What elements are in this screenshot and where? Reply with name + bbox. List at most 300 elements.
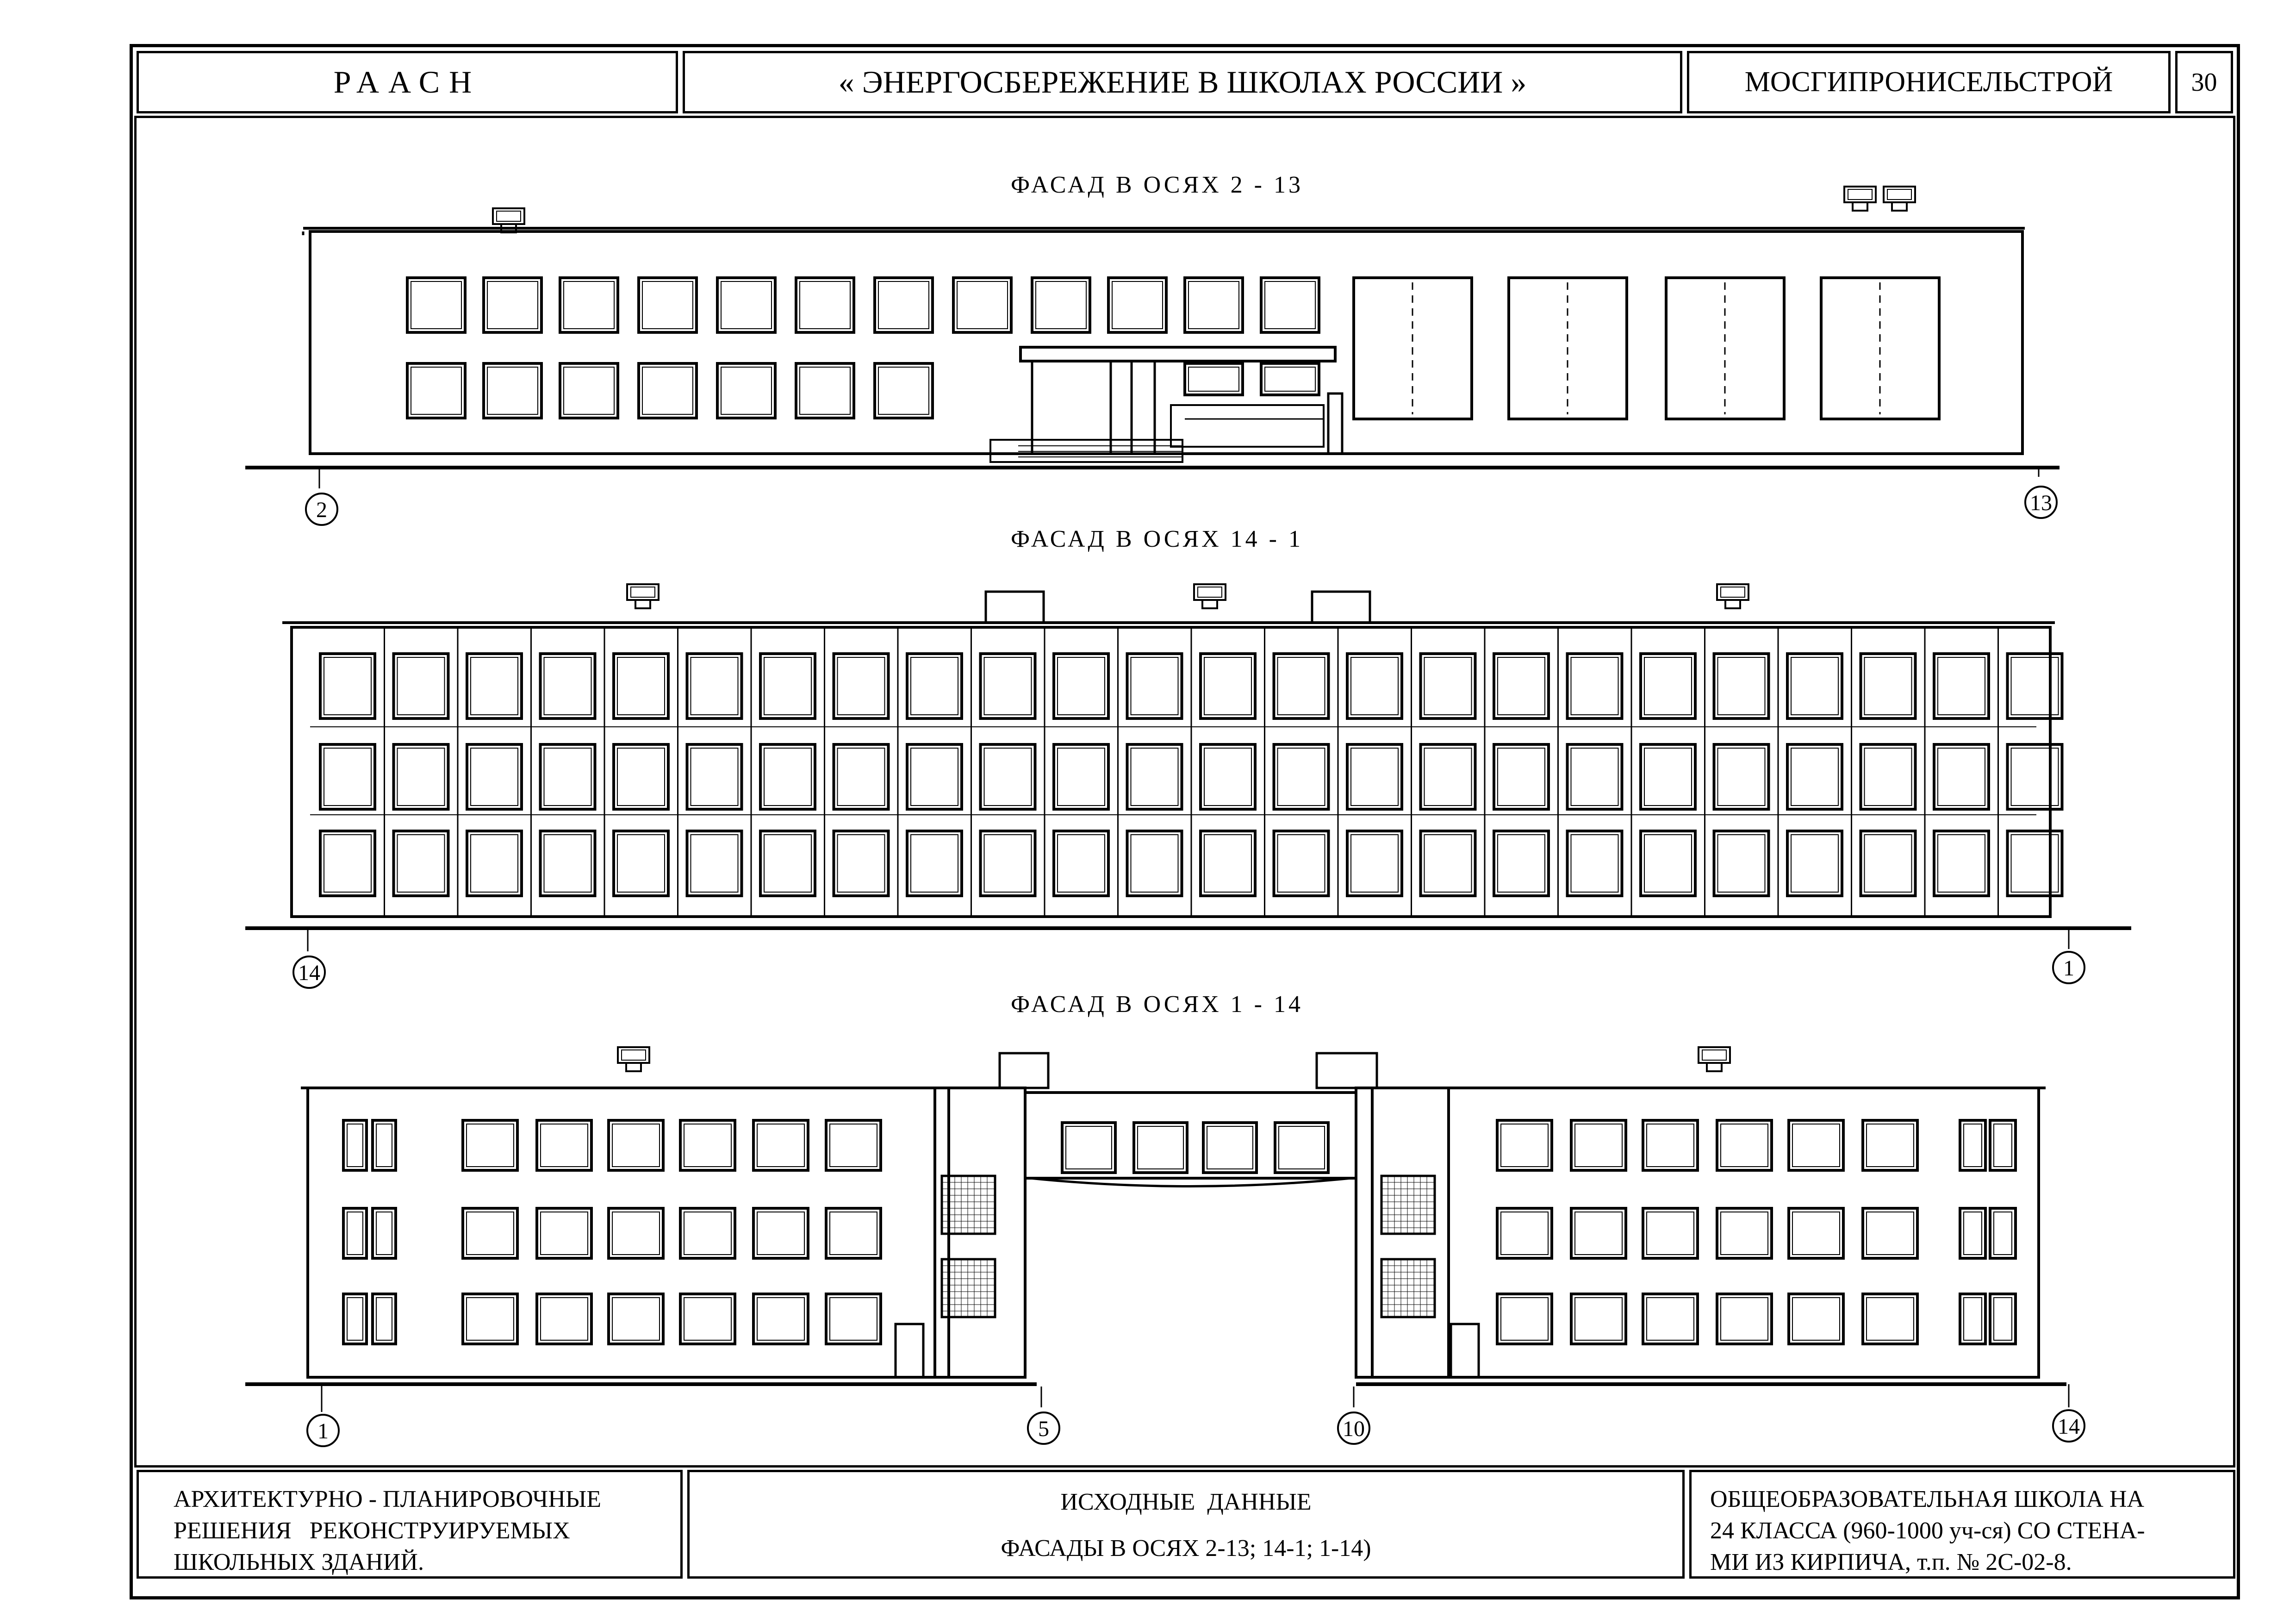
window-f3-center-4-inner bbox=[1279, 1126, 1325, 1169]
window-f3-l-r3-c2 bbox=[537, 1294, 591, 1344]
central-block bbox=[1025, 1093, 1356, 1178]
vent-2b-stem bbox=[1202, 600, 1217, 608]
window-f2-r1-c14-inner bbox=[1278, 657, 1325, 715]
window-f3-l-r2-a-inner bbox=[347, 1212, 363, 1255]
window-f3-r-r3-c5 bbox=[1789, 1294, 1843, 1344]
window-f2-r2-c17-inner bbox=[1498, 748, 1545, 806]
window-f2-r1-c10-inner bbox=[984, 657, 1032, 715]
window-f2-r1-c21-inner bbox=[1791, 657, 1838, 715]
window-f2-r3-c3 bbox=[467, 831, 522, 896]
window-f1-upper-7-inner bbox=[878, 281, 929, 329]
facade-title-2: ФАСАД В ОСЯХ 14 - 1 bbox=[1011, 526, 1303, 552]
window-f3-l-r1-c1 bbox=[463, 1120, 517, 1170]
window-f3-l-r3-c1 bbox=[463, 1294, 517, 1344]
window-f2-r3-c22 bbox=[1861, 831, 1916, 896]
window-f2-r3-c14 bbox=[1274, 831, 1329, 896]
window-f2-r1-c19 bbox=[1641, 654, 1695, 718]
window-f2-r1-c7-inner bbox=[764, 657, 811, 715]
window-f2-r3-c7-inner bbox=[764, 835, 811, 892]
window-f2-r1-c4-inner bbox=[544, 657, 591, 715]
footer-center-line-2: ФАСАДЫ В ОСЯХ 2-13; 14-1; 1-14) bbox=[1001, 1535, 1371, 1562]
window-f3-l-r2-c6-inner bbox=[830, 1212, 877, 1255]
vent-3b-stem bbox=[1707, 1063, 1722, 1071]
header-title: « ЭНЕРГОСБЕРЕЖЕНИЕ В ШКОЛАХ РОССИИ » bbox=[838, 64, 1527, 100]
window-f2-r3-c1-inner bbox=[324, 835, 371, 892]
window-f2-r1-c23-inner bbox=[1938, 657, 1985, 715]
footer-left-line-3: ШКОЛЬНЫХ ЗДАНИЙ. bbox=[174, 1549, 424, 1575]
window-f3-l-r2-c1 bbox=[463, 1208, 517, 1258]
window-f2-r2-c23-inner bbox=[1938, 748, 1985, 806]
window-f2-r1-c16-inner bbox=[1425, 657, 1472, 715]
window-f2-r1-c3 bbox=[467, 654, 522, 718]
window-f1-upper-1 bbox=[407, 278, 465, 332]
side-door-left bbox=[896, 1324, 923, 1377]
roof-box-2b bbox=[1312, 592, 1370, 623]
window-f3-r-r1-c6-inner bbox=[1867, 1124, 1914, 1167]
window-f2-r1-c18-inner bbox=[1571, 657, 1618, 715]
window-f2-r2-c3 bbox=[467, 744, 522, 809]
window-f2-r3-c6-inner bbox=[691, 835, 738, 892]
window-f2-r2-c9 bbox=[907, 744, 962, 809]
window-f1-lower-5 bbox=[717, 363, 775, 418]
window-f2-r2-c6-inner bbox=[691, 748, 738, 806]
window-f3-r-r1-c5 bbox=[1789, 1120, 1843, 1170]
window-f3-r-r2-c5 bbox=[1789, 1208, 1843, 1258]
window-f1-lower-5-inner bbox=[721, 367, 772, 414]
window-f2-r3-c16-inner bbox=[1425, 835, 1472, 892]
window-f2-r1-c23 bbox=[1934, 654, 1989, 718]
window-f2-r1-c1-inner bbox=[324, 657, 371, 715]
window-f2-r3-c2-inner bbox=[398, 835, 445, 892]
vent-3b-grille bbox=[1702, 1050, 1726, 1060]
window-f3-l-r3-c5 bbox=[753, 1294, 808, 1344]
window-f2-r2-c16 bbox=[1421, 744, 1475, 809]
window-f2-r1-c8 bbox=[834, 654, 889, 718]
window-f3-r-r1-c3-inner bbox=[1647, 1124, 1694, 1167]
window-f3-r-r1-a-inner bbox=[1964, 1124, 1982, 1167]
window-f2-r2-c15-inner bbox=[1351, 748, 1398, 806]
window-f3-center-1-inner bbox=[1066, 1126, 1112, 1169]
entrance-post bbox=[1328, 394, 1342, 454]
window-f2-r3-c23-inner bbox=[1938, 835, 1985, 892]
window-f3-l-r2-c4 bbox=[680, 1208, 735, 1258]
window-f3-r-r3-c2 bbox=[1571, 1294, 1626, 1344]
window-f2-r1-c5-inner bbox=[617, 657, 665, 715]
window-f2-r1-c13-inner bbox=[1204, 657, 1251, 715]
window-f3-r-r1-b-inner bbox=[1994, 1124, 2012, 1167]
window-f3-r-r2-c2-inner bbox=[1575, 1212, 1622, 1255]
window-f2-r2-c5-inner bbox=[617, 748, 665, 806]
footer-right-line-1: ОБЩЕОБРАЗОВАТЕЛЬНАЯ ШКОЛА НА bbox=[1710, 1486, 2145, 1512]
window-f1-lower-2 bbox=[484, 363, 541, 418]
window-f1-lower-4 bbox=[639, 363, 697, 418]
window-f3-l-r3-c5-inner bbox=[757, 1298, 804, 1340]
window-f2-r3-c9 bbox=[907, 831, 962, 896]
window-f2-r3-c16 bbox=[1421, 831, 1475, 896]
window-f3-center-2-inner bbox=[1138, 1126, 1183, 1169]
facade-title-3: ФАСАД В ОСЯХ 1 - 14 bbox=[1011, 991, 1303, 1018]
window-f1-lower-7 bbox=[875, 363, 933, 418]
window-f2-r1-c4 bbox=[541, 654, 595, 718]
axis-f3-14-label: 14 bbox=[2058, 1414, 2080, 1439]
vent-2a-stem bbox=[635, 600, 650, 608]
window-f2-r2-c12-inner bbox=[1131, 748, 1178, 806]
window-f2-r1-c6 bbox=[687, 654, 742, 718]
vent-2b-grille bbox=[1198, 587, 1222, 597]
window-f2-r1-c14 bbox=[1274, 654, 1329, 718]
axis-f1-13-label: 13 bbox=[2030, 491, 2052, 515]
building-3-left-wing bbox=[308, 1088, 949, 1377]
window-f1-lower-8-inner bbox=[1188, 367, 1239, 391]
building-3-right-wing bbox=[1372, 1088, 2039, 1377]
window-f2-r1-c18 bbox=[1568, 654, 1622, 718]
window-f1-lower-3-inner bbox=[564, 367, 614, 414]
window-f2-r1-c20-inner bbox=[1718, 657, 1765, 715]
window-f3-l-r2-c5 bbox=[753, 1208, 808, 1258]
window-f2-r3-c2 bbox=[394, 831, 448, 896]
window-f2-r3-c8 bbox=[834, 831, 889, 896]
window-f1-upper-11-inner bbox=[1188, 281, 1239, 329]
window-f2-r1-c6-inner bbox=[691, 657, 738, 715]
footer-left-line-2: РЕШЕНИЯ РЕКОНСТРУИРУЕМЫХ bbox=[174, 1518, 570, 1544]
window-f2-r1-c15 bbox=[1347, 654, 1402, 718]
window-f2-r1-c19-inner bbox=[1644, 657, 1692, 715]
window-f2-r2-c17 bbox=[1494, 744, 1549, 809]
window-f2-r1-c21 bbox=[1787, 654, 1842, 718]
page-number: 30 bbox=[2191, 68, 2217, 97]
footer-right-line-3: МИ ИЗ КИРПИЧА, т.п. № 2С-02-8. bbox=[1710, 1549, 2072, 1575]
window-f1-upper-10 bbox=[1108, 278, 1166, 332]
window-f2-r2-c9-inner bbox=[911, 748, 958, 806]
window-f2-r2-c7 bbox=[760, 744, 815, 809]
entrance-canopy bbox=[1020, 347, 1335, 361]
window-f2-r1-c12-inner bbox=[1131, 657, 1178, 715]
window-f1-upper-1-inner bbox=[411, 281, 461, 329]
window-f2-r2-c10 bbox=[981, 744, 1035, 809]
window-f2-r1-c3-inner bbox=[471, 657, 518, 715]
window-f2-r3-c14-inner bbox=[1278, 835, 1325, 892]
window-f2-r2-c13-inner bbox=[1204, 748, 1251, 806]
window-f3-center-3-inner bbox=[1207, 1126, 1253, 1169]
vent-1b-grille bbox=[1848, 189, 1872, 200]
window-f2-r2-c15 bbox=[1347, 744, 1402, 809]
header-company: МОСГИПРОНИСЕЛЬСТРОЙ bbox=[1744, 66, 2113, 98]
window-f2-r2-c12 bbox=[1127, 744, 1182, 809]
window-f1-upper-10-inner bbox=[1112, 281, 1163, 329]
window-f3-l-r1-c3 bbox=[609, 1120, 663, 1170]
header-org: РААСН bbox=[333, 64, 481, 100]
roof-box-2a bbox=[986, 592, 1044, 623]
window-f2-r3-c13 bbox=[1201, 831, 1255, 896]
window-f3-r-r2-a-inner bbox=[1964, 1212, 1982, 1255]
window-f3-r-r1-c2-inner bbox=[1575, 1124, 1622, 1167]
window-f2-r1-c11 bbox=[1054, 654, 1108, 718]
window-f3-l-r1-c3-inner bbox=[612, 1124, 660, 1167]
window-f3-r-r1-c2 bbox=[1571, 1120, 1626, 1170]
window-f1-upper-2 bbox=[484, 278, 541, 332]
window-f1-upper-7 bbox=[875, 278, 933, 332]
window-f2-r1-c12 bbox=[1127, 654, 1182, 718]
window-f3-r-r3-c6-inner bbox=[1867, 1298, 1914, 1340]
footer-center-box bbox=[687, 1470, 1685, 1579]
side-door-right bbox=[1451, 1324, 1479, 1377]
axis-f3-10-label: 10 bbox=[1343, 1417, 1365, 1441]
vent-1c-grille bbox=[1887, 189, 1911, 200]
window-f2-r1-c16 bbox=[1421, 654, 1475, 718]
window-f3-center-2 bbox=[1134, 1123, 1187, 1173]
window-f3-l-r1-c2 bbox=[537, 1120, 591, 1170]
window-f2-r3-c5-inner bbox=[617, 835, 665, 892]
window-f3-r-r3-c3-inner bbox=[1647, 1298, 1694, 1340]
window-f2-r2-c24 bbox=[2008, 744, 2062, 809]
window-f3-r-r3-c2-inner bbox=[1575, 1298, 1622, 1340]
window-f2-r3-c24 bbox=[2008, 831, 2062, 896]
window-f2-r3-c4-inner bbox=[544, 835, 591, 892]
window-f1-lower-4-inner bbox=[642, 367, 693, 414]
window-f3-l-r3-c4-inner bbox=[684, 1298, 731, 1340]
vent-3a-stem bbox=[626, 1063, 641, 1071]
window-f1-upper-6 bbox=[796, 278, 854, 332]
window-f3-r-r2-c4 bbox=[1717, 1208, 1772, 1258]
window-f1-lower-2-inner bbox=[487, 367, 538, 414]
window-f2-r2-c7-inner bbox=[764, 748, 811, 806]
window-f2-r1-c24 bbox=[2008, 654, 2062, 718]
window-f1-lower-6-inner bbox=[800, 367, 850, 414]
window-f3-l-r2-c4-inner bbox=[684, 1212, 731, 1255]
window-f3-l-r1-c5 bbox=[753, 1120, 808, 1170]
window-f2-r3-c23 bbox=[1934, 831, 1989, 896]
window-f2-r3-c8-inner bbox=[838, 835, 885, 892]
window-f3-l-r1-c4 bbox=[680, 1120, 735, 1170]
axis-f1-2-label: 2 bbox=[316, 498, 327, 522]
window-f3-r-r3-c6 bbox=[1863, 1294, 1917, 1344]
window-f1-upper-12 bbox=[1261, 278, 1319, 332]
window-f2-r3-c15 bbox=[1347, 831, 1402, 896]
window-f3-l-r2-c5-inner bbox=[757, 1212, 804, 1255]
window-f2-r1-c22-inner bbox=[1865, 657, 1912, 715]
window-f2-r2-c2 bbox=[394, 744, 448, 809]
window-f2-r1-c17 bbox=[1494, 654, 1549, 718]
window-f2-r3-c18-inner bbox=[1571, 835, 1618, 892]
window-f2-r3-c4 bbox=[541, 831, 595, 896]
window-f2-r1-c8-inner bbox=[838, 657, 885, 715]
window-f2-r1-c22 bbox=[1861, 654, 1916, 718]
window-f3-center-4 bbox=[1275, 1123, 1328, 1173]
window-f3-r-r3-a-inner bbox=[1964, 1298, 1982, 1340]
window-f3-l-r2-c6 bbox=[826, 1208, 881, 1258]
window-f3-r-r3-c5-inner bbox=[1792, 1298, 1840, 1340]
window-f2-r2-c18 bbox=[1568, 744, 1622, 809]
window-f3-l-r1-c2-inner bbox=[541, 1124, 588, 1167]
window-f2-r2-c8-inner bbox=[838, 748, 885, 806]
window-f1-lower-8 bbox=[1185, 363, 1243, 395]
window-f2-r2-c18-inner bbox=[1571, 748, 1618, 806]
window-f3-r-r2-c3 bbox=[1643, 1208, 1698, 1258]
window-f2-r3-c5 bbox=[614, 831, 668, 896]
window-f3-r-r1-c5-inner bbox=[1792, 1124, 1840, 1167]
window-f2-r1-c15-inner bbox=[1351, 657, 1398, 715]
window-f3-r-r3-c3 bbox=[1643, 1294, 1698, 1344]
window-f2-r2-c4-inner bbox=[544, 748, 591, 806]
window-f2-r3-c12-inner bbox=[1131, 835, 1178, 892]
window-f2-r1-c5 bbox=[614, 654, 668, 718]
window-f3-r-r2-c2 bbox=[1571, 1208, 1626, 1258]
vent-2a-grille bbox=[631, 587, 655, 597]
window-f2-r2-c22-inner bbox=[1865, 748, 1912, 806]
window-f2-r3-c10 bbox=[981, 831, 1035, 896]
tower-top-left bbox=[1000, 1053, 1048, 1088]
window-f2-r2-c14 bbox=[1274, 744, 1329, 809]
window-f1-lower-3 bbox=[560, 363, 618, 418]
window-f3-l-r3-a-inner bbox=[347, 1298, 363, 1340]
vent-1b-stem bbox=[1853, 202, 1867, 211]
window-f3-r-r3-c1-inner bbox=[1501, 1298, 1548, 1340]
window-f2-r2-c22 bbox=[1861, 744, 1916, 809]
window-f2-r3-c22-inner bbox=[1865, 835, 1912, 892]
window-f2-r3-c19-inner bbox=[1644, 835, 1692, 892]
window-f1-upper-8 bbox=[953, 278, 1011, 332]
axis-f2-14-label: 14 bbox=[298, 961, 320, 985]
window-f2-r2-c16-inner bbox=[1425, 748, 1472, 806]
window-f3-r-r2-c5-inner bbox=[1792, 1212, 1840, 1255]
window-f2-r2-c11-inner bbox=[1058, 748, 1105, 806]
window-f2-r1-c9-inner bbox=[911, 657, 958, 715]
footer-left-line-1: АРХИТЕКТУРНО - ПЛАНИРОВОЧНЫЕ bbox=[174, 1486, 602, 1512]
window-f2-r2-c6 bbox=[687, 744, 742, 809]
window-f2-r1-c2-inner bbox=[398, 657, 445, 715]
footer-center-line-1: ИСХОДНЫЕ ДАННЫЕ bbox=[1060, 1489, 1312, 1515]
facade-title-1: ФАСАД В ОСЯХ 2 - 13 bbox=[1011, 172, 1303, 198]
footer-left-box bbox=[137, 1470, 683, 1579]
window-f3-l-r3-c3-inner bbox=[612, 1298, 660, 1340]
window-f3-r-r3-c1 bbox=[1497, 1294, 1552, 1344]
window-f2-r1-c9 bbox=[907, 654, 962, 718]
window-f1-upper-9-inner bbox=[1036, 281, 1086, 329]
window-f1-upper-5 bbox=[717, 278, 775, 332]
window-f1-upper-3 bbox=[560, 278, 618, 332]
window-f3-l-r2-b-inner bbox=[376, 1212, 392, 1255]
window-f1-upper-6-inner bbox=[800, 281, 850, 329]
window-f2-r3-c7 bbox=[760, 831, 815, 896]
window-f2-r3-c15-inner bbox=[1351, 835, 1398, 892]
vent-1c-stem bbox=[1892, 202, 1907, 211]
window-f3-l-r2-c2 bbox=[537, 1208, 591, 1258]
window-f2-r3-c6 bbox=[687, 831, 742, 896]
window-f2-r1-c17-inner bbox=[1498, 657, 1545, 715]
window-f1-upper-11 bbox=[1185, 278, 1243, 332]
window-f3-r-r3-c4 bbox=[1717, 1294, 1772, 1344]
window-f2-r2-c19 bbox=[1641, 744, 1695, 809]
window-f3-l-r1-c1-inner bbox=[467, 1124, 514, 1167]
window-f2-r2-c11 bbox=[1054, 744, 1108, 809]
window-f1-lower-9 bbox=[1261, 363, 1319, 395]
vent-2c-grille bbox=[1721, 587, 1745, 597]
window-f1-lower-6 bbox=[796, 363, 854, 418]
window-f3-l-r3-b-inner bbox=[376, 1298, 392, 1340]
window-f1-lower-7-inner bbox=[878, 367, 929, 414]
window-f2-r2-c20-inner bbox=[1718, 748, 1765, 806]
tower-top-right bbox=[1317, 1053, 1377, 1088]
window-f2-r3-c20-inner bbox=[1718, 835, 1765, 892]
window-f2-r2-c3-inner bbox=[471, 748, 518, 806]
window-f2-r2-c5 bbox=[614, 744, 668, 809]
window-f2-r2-c1-inner bbox=[324, 748, 371, 806]
axis-f2-1-label: 1 bbox=[2063, 956, 2074, 981]
window-f3-r-r2-c3-inner bbox=[1647, 1212, 1694, 1255]
window-f2-r1-c7 bbox=[760, 654, 815, 718]
window-f2-r3-c9-inner bbox=[911, 835, 958, 892]
window-f2-r1-c13 bbox=[1201, 654, 1255, 718]
window-f3-l-r2-c3 bbox=[609, 1208, 663, 1258]
window-f2-r2-c23 bbox=[1934, 744, 1989, 809]
window-f1-lower-9-inner bbox=[1265, 367, 1315, 391]
window-f3-l-r3-c1-inner bbox=[467, 1298, 514, 1340]
window-f2-r3-c10-inner bbox=[984, 835, 1032, 892]
window-f3-r-r2-c6-inner bbox=[1867, 1212, 1914, 1255]
window-f3-r-r2-b-inner bbox=[1994, 1212, 2012, 1255]
window-f2-r1-c10 bbox=[981, 654, 1035, 718]
window-f2-r3-c21 bbox=[1787, 831, 1842, 896]
window-f2-r2-c10-inner bbox=[984, 748, 1032, 806]
window-f1-upper-4 bbox=[639, 278, 697, 332]
window-f3-r-r1-c4 bbox=[1717, 1120, 1772, 1170]
window-f2-r2-c14-inner bbox=[1278, 748, 1325, 806]
window-f3-r-r2-c1-inner bbox=[1501, 1212, 1548, 1255]
footer-right-box bbox=[1689, 1470, 2235, 1579]
window-f2-r3-c21-inner bbox=[1791, 835, 1838, 892]
window-f2-r2-c2-inner bbox=[398, 748, 445, 806]
vent-3a-grille bbox=[622, 1050, 646, 1060]
window-f3-r-r1-c1-inner bbox=[1501, 1124, 1548, 1167]
window-f3-l-r3-c6-inner bbox=[830, 1298, 877, 1340]
window-f2-r3-c17-inner bbox=[1498, 835, 1545, 892]
window-f1-upper-4-inner bbox=[642, 281, 693, 329]
window-f2-r3-c1 bbox=[320, 831, 375, 896]
window-f3-l-r1-a-inner bbox=[347, 1124, 363, 1167]
window-f2-r3-c3-inner bbox=[471, 835, 518, 892]
window-f2-r3-c20 bbox=[1714, 831, 1769, 896]
window-f3-center-1 bbox=[1062, 1123, 1115, 1173]
window-f1-upper-12-inner bbox=[1265, 281, 1315, 329]
window-f2-r1-c1 bbox=[320, 654, 375, 718]
window-f3-l-r2-c3-inner bbox=[612, 1212, 660, 1255]
window-f2-r1-c20 bbox=[1714, 654, 1769, 718]
vent-1a-grille bbox=[497, 211, 521, 221]
window-f1-upper-5-inner bbox=[721, 281, 772, 329]
window-f2-r3-c18 bbox=[1568, 831, 1622, 896]
window-f2-r2-c1 bbox=[320, 744, 375, 809]
window-f3-r-r3-c4-inner bbox=[1721, 1298, 1768, 1340]
window-f3-l-r3-c6 bbox=[826, 1294, 881, 1344]
window-f1-upper-2-inner bbox=[487, 281, 538, 329]
window-f3-r-r1-c1 bbox=[1497, 1120, 1552, 1170]
window-f3-l-r1-c6-inner bbox=[830, 1124, 877, 1167]
window-f1-upper-9 bbox=[1032, 278, 1090, 332]
window-f2-r2-c4 bbox=[541, 744, 595, 809]
window-f3-l-r1-c4-inner bbox=[684, 1124, 731, 1167]
window-f3-r-r1-c4-inner bbox=[1721, 1124, 1768, 1167]
window-f2-r3-c13-inner bbox=[1204, 835, 1251, 892]
window-f3-l-r3-c2-inner bbox=[541, 1298, 588, 1340]
window-f3-center-3 bbox=[1203, 1123, 1257, 1173]
window-f3-l-r1-c6 bbox=[826, 1120, 881, 1170]
window-f2-r1-c11-inner bbox=[1058, 657, 1105, 715]
window-f3-r-r2-c4-inner bbox=[1721, 1212, 1768, 1255]
window-f3-l-r3-c4 bbox=[680, 1294, 735, 1344]
window-f2-r1-c2 bbox=[394, 654, 448, 718]
window-f1-lower-1 bbox=[407, 363, 465, 418]
window-f3-l-r2-c2-inner bbox=[541, 1212, 588, 1255]
